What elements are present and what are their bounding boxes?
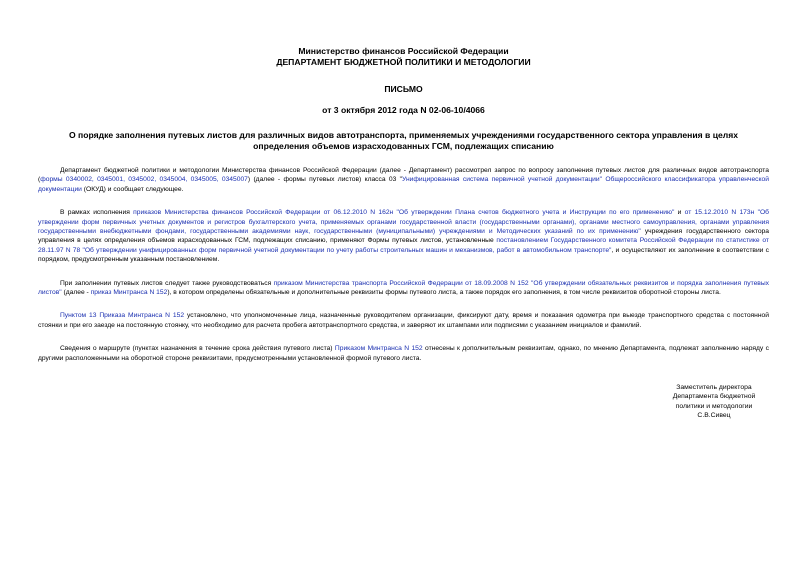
signature-position-line-3: политики и методологии [675, 402, 753, 410]
signature-position-line-1: Заместитель директора [676, 384, 752, 391]
document-date-number: от 3 октября 2012 года N 02-06-10/4066 [322, 105, 485, 115]
link-order-162n[interactable]: приказов Министерства финансов Российской Федерации от 06.12.2010 N 162н "Об утверждении Плана счетов бюджетного учета и Инструкции по его применению" [133, 209, 675, 217]
department-name: ДЕПАРТАМЕНТ БЮДЖЕТНОЙ ПОЛИТИКИ И МЕТОДОЛОГИИ [276, 57, 531, 67]
paragraph-1-text-3: (ОКУД) и сообщает следующее. [81, 185, 184, 193]
link-mintrans-152[interactable]: приказом Министерства транспорта Российской Федерации от 18.09.2008 N 152 "Об утверждении обязательных реквизитов и порядка заполнения путевых листов" [38, 279, 769, 297]
document-type: ПИСЬМО [384, 84, 423, 94]
signature-block [659, 383, 769, 421]
link-okud[interactable]: Унифицированная система первичной учетной документации" Общероссийского классификатора управленческой документации [38, 176, 769, 193]
paragraph-3 [38, 279, 769, 298]
paragraph-5 [38, 344, 769, 363]
link-order-173n[interactable]: от 15.12.2010 N 173н "Об утверждении форм первичных учетных документов и регистров бухгалтерского учета, применяемых органами государственной власти (государственными органами), органами местного самоуправления, органами управления государственными внебюджетными фондами, государственными академиями наук, государственными (муниципальными) учреждениями и Методических указаний по их применению" [38, 209, 769, 236]
document-subject: О порядке заполнения путевых листов для различных видов автотранспорта, применяемых учреждениями государственного сектора управления в целях определения объемов израсходованных ГСМ, подлежащих списанию [68, 130, 739, 151]
paragraph-4-text-1: установлено, что уполномоченные лица, назначенные руководителем организации, фиксируют дату, время и показания одометра при выезде транспортного средства с постоянной стоянки и при его заезде на постоянную стоянку, что необходимо для расчета пробега автотранспортного средства, и заверяют их штампами или подписями с указанием инициалов и фамилий. [38, 312, 769, 329]
link-clause-13[interactable]: Пунктом 13 Приказа Минтранса N 152 [60, 312, 185, 320]
paragraph-2-text-1: В рамках исполнения [60, 209, 134, 217]
paragraph-3-text-1: При заполнении путевых листов следует также руководствоваться [60, 279, 274, 287]
paragraph-1-text-2: ) (далее - формы путевых листов) класса 03 " [247, 176, 403, 184]
paragraph-2-text-4: , и осуществляют их заполнение в соответствии с порядком, предусмотренным указанным постановлением. [38, 246, 769, 264]
paragraph-1-text-1: Департамент бюджетной политики и методологии Министерства финансов Российской Федерации (далее - Департамент) рассмотрел запрос по вопросу заполнения путевых листов для различных видов автотранспорта ( [38, 167, 769, 184]
link-mintrans-152-short[interactable]: приказ Минтранса N 152 [90, 289, 168, 297]
signature-position-line-2: Департамента бюджетной [672, 393, 756, 401]
paragraph-2 [38, 208, 769, 264]
link-forms[interactable]: формы 0340002, 0345001, 0345002, 0345004, 0345005, 0345007 [40, 176, 248, 184]
link-mintrans-152-route[interactable]: Приказом Минтранса N 152 [334, 345, 423, 353]
paragraph-1 [38, 166, 769, 194]
paragraph-5-text-2: отнесены к дополнительным реквизитам, однако, по мнению Департамента, подлежат заполнению наряду с другими расположенными на оборотной стороне реквизитами, предусмотренными установленной формой путевого листа. [38, 345, 769, 362]
paragraph-3-text-3: ), в котором определены обязательные и дополнительные реквизиты формы путевого листа, а также порядок его заполнения, в том числе реквизитов оборотной стороны листа. [167, 289, 721, 297]
paragraph-5-text-1: Сведения о маршруте (пунктах назначения в течение срока действия путевого листа) [60, 345, 335, 353]
signature-name: С.В.Сивец [697, 412, 731, 420]
paragraph-4 [38, 311, 769, 330]
paragraph-3-text-2: (далее - [61, 289, 91, 297]
link-goskomstat-78[interactable]: постановлением Государственного комитета Российской Федерации по статистике от 28.11.97 N 78 "Об утверждении унифицированных форм первичной учетной документации по учету работы строительных машин и механизмов, работ в автомобильном транспорте" [38, 237, 769, 254]
paragraph-2-text-3: учреждения государственного сектора управления в целях определения объемов израсходованных ГСМ, подлежащих списанию, применяют Формы путевых листов, установленные [38, 228, 769, 245]
paragraph-2-text-2: и [674, 209, 685, 217]
ministry-name: Министерство финансов Российской Федерации [298, 46, 509, 56]
